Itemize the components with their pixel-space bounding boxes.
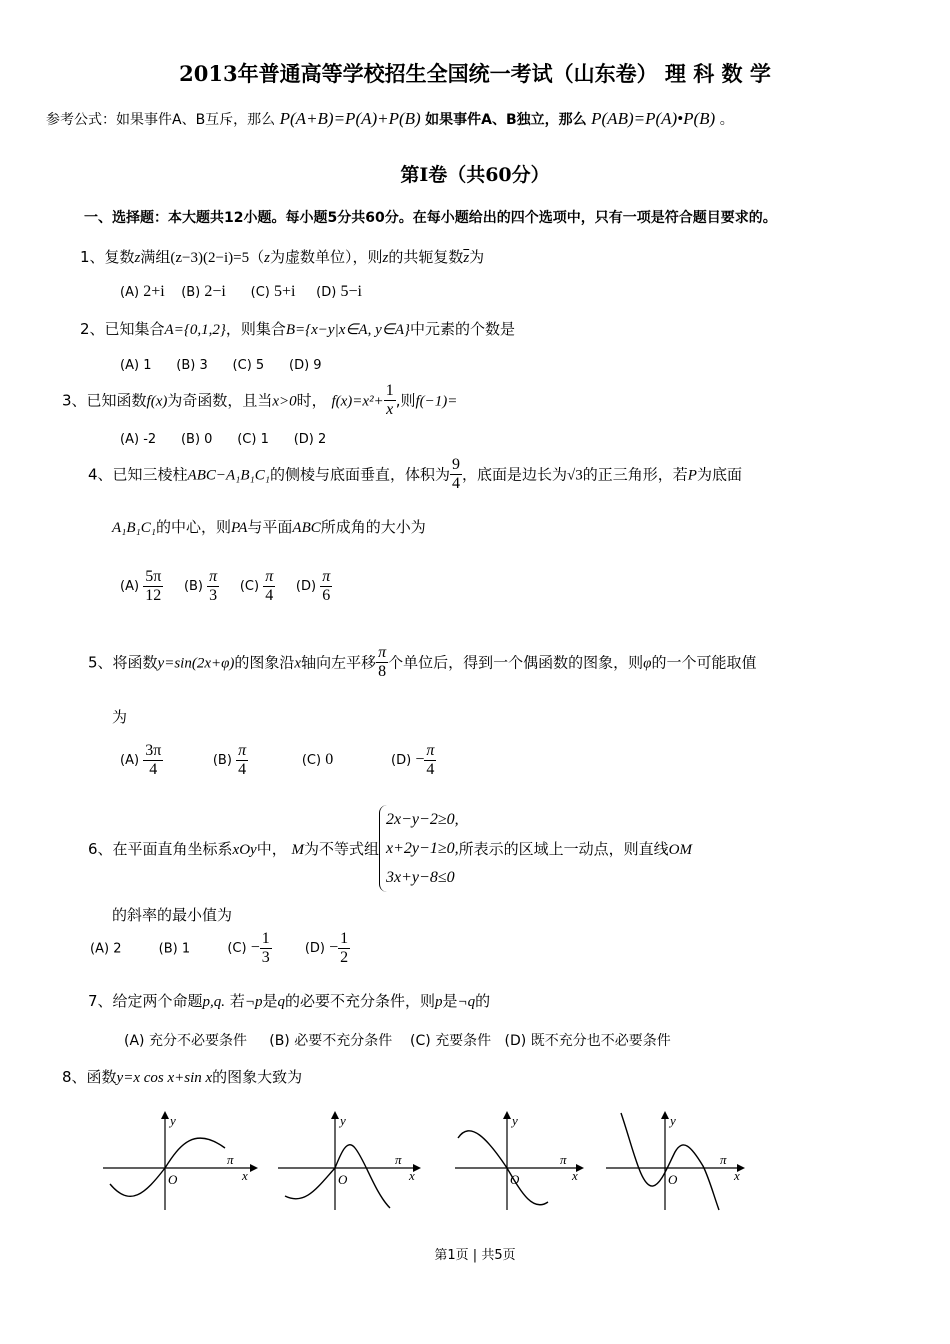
svg-text:O: O (668, 1172, 678, 1187)
option-d[interactable]: (D) 既不充分也不必要条件 (504, 1033, 671, 1049)
option-a[interactable]: (A) 2+i (120, 283, 165, 300)
question-7: 7、给定两个命题p,q. 若¬p是q的必要不充分条件，则p是¬q的 (88, 992, 491, 1010)
option-c[interactable]: (C) 0 (301, 751, 334, 769)
question-4-options (120, 568, 332, 606)
question-1-options (120, 283, 362, 301)
option-c[interactable]: (C) − $\frac{1}{3}$ (227, 930, 270, 967)
option-a[interactable]: (A) 充分不必要条件 (124, 1033, 247, 1049)
reference-formulas: 参考公式：如果事件A、B互斥，那么 P(A+B)=P(A)+P(B) 如果事件A、B独立，那么 P(AB)=P(A)•P(B) 。 (46, 109, 734, 128)
option-b[interactable]: (B) $\frac{\pi}{4}$ (212, 742, 247, 779)
option-d[interactable]: (D) $\frac{\pi}{6}$ (295, 568, 331, 605)
question-5-line-2: 为 (112, 708, 128, 726)
option-a[interactable]: (A) $\frac{3\pi}{4}$ (120, 742, 162, 779)
section-instructions: 一、选择题：本大题共12小题。每小题5分共60分。在每小题给出的四个选项中，只有一项是符合题目要求的。 (84, 210, 777, 226)
option-c[interactable]: (C) 1 (237, 432, 269, 447)
graph-option-c[interactable] (452, 1108, 592, 1213)
option-b[interactable]: (B) 必要不充分条件 (269, 1033, 393, 1049)
option-a[interactable]: (A) $\frac{5\pi}{12}$ (120, 568, 162, 605)
svg-text:y: y (340, 1113, 346, 1128)
svg-text:π: π (720, 1152, 727, 1167)
question-4-line-2: A₁B₁C₁的中心，则PA与平面ABC所成角的大小为 (112, 518, 426, 536)
question-8: 8、函数y=x cos x+sin x的图象大致为 (62, 1068, 303, 1086)
svg-text:π: π (227, 1152, 234, 1167)
graph-option-a[interactable] (100, 1108, 260, 1213)
option-b[interactable]: (B) 2−i (181, 283, 226, 300)
option-c[interactable]: (C) 5+i (250, 283, 296, 300)
svg-text:O: O (510, 1172, 520, 1187)
svg-text:O: O (168, 1172, 178, 1187)
option-b[interactable]: (B) 0 (180, 432, 213, 447)
graph-option-b[interactable] (275, 1108, 425, 1213)
graph-option-d[interactable] (603, 1108, 753, 1213)
question-2-options (120, 358, 322, 373)
option-a[interactable]: (A) -2 (120, 432, 157, 447)
option-d[interactable]: (D) − $\frac{\pi}{4}$ (391, 742, 435, 779)
question-6: 6、在平面直角坐标系xOy中， M为不等式组 2x−y−2≥0, x+2y−1≥0, 3x+y−8≤0 所表示的区域上一动点，则直线OM (88, 805, 692, 892)
question-4: 4、已知三棱柱ABC−A₁B₁C₁的侧棱与底面垂直，体积为 $\frac{9}{4}$ ，底面是边长为√3的正三角形，若P为底面 (88, 456, 742, 493)
option-b[interactable]: (B) 1 (158, 941, 191, 957)
inequality-system: 2x−y−2≥0, x+2y−1≥0, 3x+y−8≤0 (379, 805, 459, 892)
svg-text:π: π (395, 1152, 402, 1167)
question-3-options (120, 432, 326, 447)
formula-exclusive: P(A+B)=P(A)+P(B) (279, 109, 421, 128)
option-b[interactable]: (B) 3 (176, 358, 208, 373)
option-c[interactable]: (C) 充要条件 (410, 1033, 492, 1049)
svg-text:x: x (409, 1168, 415, 1183)
option-c[interactable]: (C) $\frac{\pi}{4}$ (239, 568, 274, 605)
svg-text:x: x (572, 1168, 578, 1183)
question-6-line-2: 的斜率的最小值为 (112, 906, 233, 924)
svg-text:O: O (338, 1172, 348, 1187)
option-c[interactable]: (C) 5 (232, 358, 265, 373)
option-a[interactable]: (A) 1 (120, 358, 152, 373)
question-3: 3、已知函数f(x)为奇函数，且当x>0时， f(x)=x²+ $\frac{1}{x}$ ,则f(−1)= (62, 382, 458, 419)
option-b[interactable]: (B) $\frac{\pi}{3}$ (183, 568, 218, 605)
conjugate-z: $\overline{z}$ (463, 250, 470, 266)
fraction-volume: $\frac{9}{4}$ (452, 456, 460, 493)
option-d[interactable]: (D) − $\frac{1}{2}$ (304, 930, 349, 967)
option-a[interactable]: (A) 2 (90, 941, 122, 957)
svg-text:y: y (670, 1113, 676, 1128)
question-5-options (120, 742, 436, 780)
option-d[interactable]: (D) 5−i (316, 283, 362, 300)
page-footer: 第1页 | 共5页 (434, 1248, 516, 1263)
fraction-shift: $\frac{\pi}{8}$ (378, 644, 387, 681)
svg-text:y: y (512, 1113, 518, 1128)
page-title: 2013年普通高等学校招生全国统一考试（山东卷） 理 科 数 学 (179, 61, 771, 86)
question-7-options (124, 1030, 671, 1050)
svg-text:x: x (734, 1168, 740, 1183)
svg-text:x: x (242, 1168, 248, 1183)
question-1: 1、复数z满组(z−3)(2−i)=5（z为虚数单位），则z的共轭复数$\overline{z}$为 (80, 248, 485, 266)
fraction-1-over-x: $\frac{1}{x}$ (385, 382, 394, 419)
question-5: 5、将函数y=sin(2x+φ)的图象沿x轴向左平移 $\frac{\pi}{8}$ 个单位后，得到一个偶函数的图象，则φ的一个可能取值 (88, 644, 757, 681)
section-title: 第Ⅰ卷（共60分） (400, 164, 550, 186)
question-2: 2、已知集合A={0,1,2}，则集合B={x−y|x∈A, y∈A}中元素的个数是 (80, 320, 515, 338)
option-d[interactable]: (D) 2 (293, 432, 327, 447)
svg-text:y: y (170, 1113, 176, 1128)
option-d[interactable]: (D) 9 (289, 358, 322, 373)
svg-text:π: π (560, 1152, 567, 1167)
question-6-options (90, 930, 350, 968)
formula-independent: P(AB)=P(A)•P(B) (591, 109, 716, 128)
